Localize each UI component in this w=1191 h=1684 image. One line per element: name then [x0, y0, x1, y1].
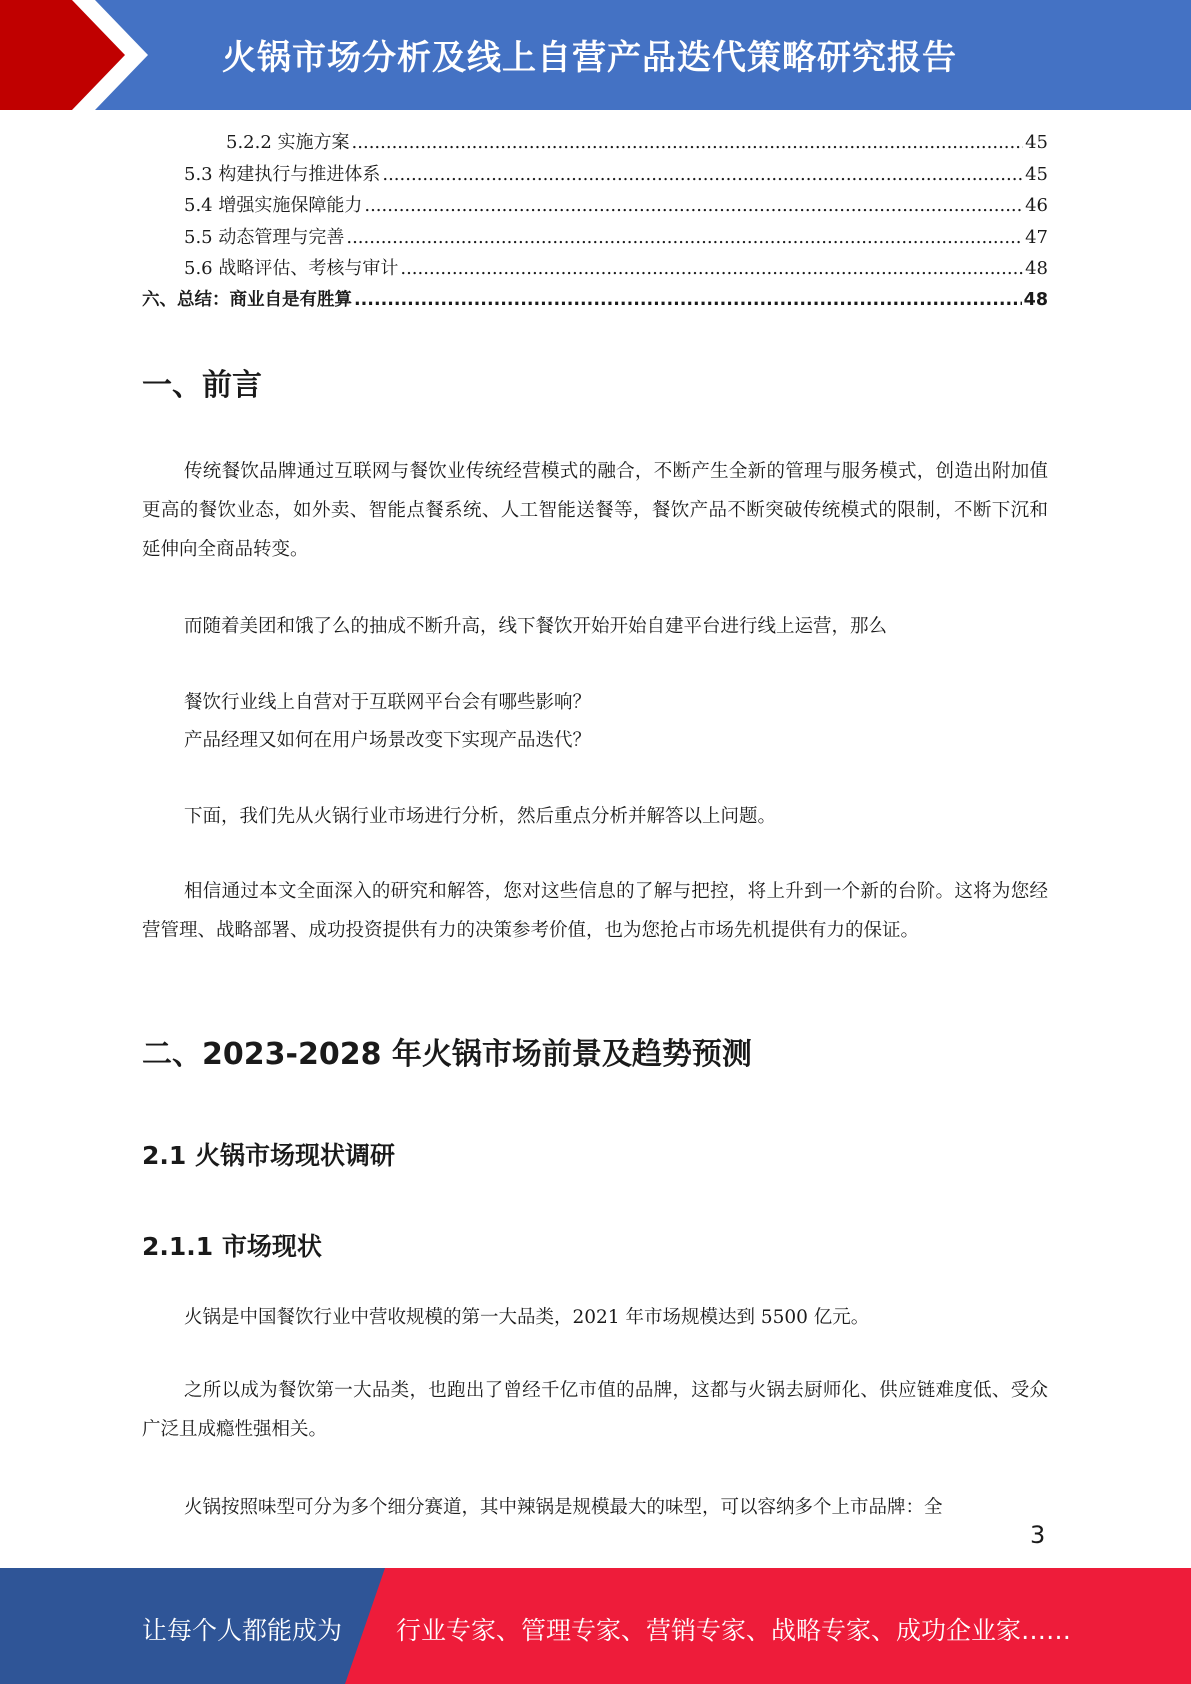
toc-entry-label: 5.4 增强实施保障能力 [184, 195, 363, 216]
toc-leader-dots [364, 195, 1023, 216]
footer-slogan-right: 行业专家、管理专家、营销专家、战略专家、成功企业家…… [396, 1616, 1072, 1645]
toc-entry[interactable] [142, 128, 1048, 160]
paragraph: 相信通过本文全面深入的研究和解答，您对这些信息的了解与把控，将上升到一个新的台阶。这将为您经营管理、战略部署、成功投资提供有力的决策参考价值，也为您抢占市场先机提供有力的保证。 [142, 881, 1048, 941]
paragraph: 火锅按照味型可分为多个细分赛道，其中辣锅是规模最大的味型，可以容纳多个上市品牌：全 [184, 1497, 943, 1518]
footer-slogan-left: 让每个人都能成为 [142, 1616, 343, 1645]
subsection-heading: 2.1.1 市场现状 [142, 1232, 322, 1261]
paragraph: 之所以成为餐饮第一大品类，也跑出了曾经千亿市值的品牌，这都与火锅去厨师化、供应链难度低、受众广泛且成瘾性强相关。 [142, 1380, 1048, 1440]
toc-leader-dots [400, 258, 1023, 279]
toc-entry-label: 六、总结：商业自是有胜算 [142, 289, 352, 310]
toc-leader-dots [382, 164, 1023, 185]
toc-entry[interactable] [142, 223, 1048, 255]
toc-entry-page: 47 [1025, 226, 1048, 248]
footer-banner [0, 1568, 1191, 1684]
page-number: 3 [1030, 1521, 1046, 1549]
toc-leader-dots [352, 132, 1024, 153]
table-of-contents [142, 128, 1048, 317]
paragraph: 传统餐饮品牌通过互联网与餐饮业传统经营模式的融合，不断产生全新的管理与服务模式，创造出附加值更高的餐饮业态，如外卖、智能点餐系统、人工智能送餐等，餐饮产品不断突破传统模式的限制，不断下沉和延伸向全商品转变。 [142, 461, 1048, 560]
section-heading: 一、前言 [142, 368, 262, 403]
paragraph: 而随着美团和饿了么的抽成不断升高，线下餐饮开始开始自建平台进行线上运营，那么 [184, 616, 888, 637]
toc-entry[interactable] [142, 160, 1048, 192]
toc-entry-label: 5.5 动态管理与完善 [184, 226, 345, 248]
paragraph: 火锅是中国餐饮行业中营收规模的第一大品类，2021 年市场规模达到 5500 亿元。 [184, 1307, 870, 1328]
toc-leader-dots [354, 290, 1022, 310]
toc-entry-page: 48 [1025, 258, 1048, 279]
toc-entry-page: 45 [1025, 163, 1048, 185]
paragraph: 下面，我们先从火锅行业市场进行分析，然后重点分析并解答以上问题。 [184, 806, 777, 827]
subsection-heading: 2.1 火锅市场现状调研 [142, 1141, 395, 1170]
toc-leader-dots [346, 227, 1023, 248]
question-line: 餐饮行业线上自营对于互联网平台会有哪些影响？ [184, 692, 592, 713]
question-line: 产品经理又如何在用户场景改变下实现产品迭代？ [184, 730, 592, 751]
header-title: 火锅市场分析及线上自营产品迭代策略研究报告 [222, 38, 957, 78]
toc-entry-page: 45 [1025, 132, 1048, 153]
toc-entry[interactable] [142, 191, 1048, 223]
toc-entry-page: 46 [1025, 195, 1048, 216]
toc-entry-label: 5.2.2 实施方案 [226, 132, 350, 153]
toc-entry-label: 5.3 构建执行与推进体系 [184, 163, 381, 185]
toc-entry[interactable] [142, 254, 1048, 286]
toc-entry[interactable] [142, 286, 1048, 318]
toc-entry-page: 48 [1023, 289, 1048, 310]
section-heading: 二、2023-2028 年火锅市场前景及趋势预测 [142, 1037, 752, 1072]
header-banner [0, 0, 1191, 110]
toc-entry-label: 5.6 战略评估、考核与审计 [184, 258, 399, 279]
